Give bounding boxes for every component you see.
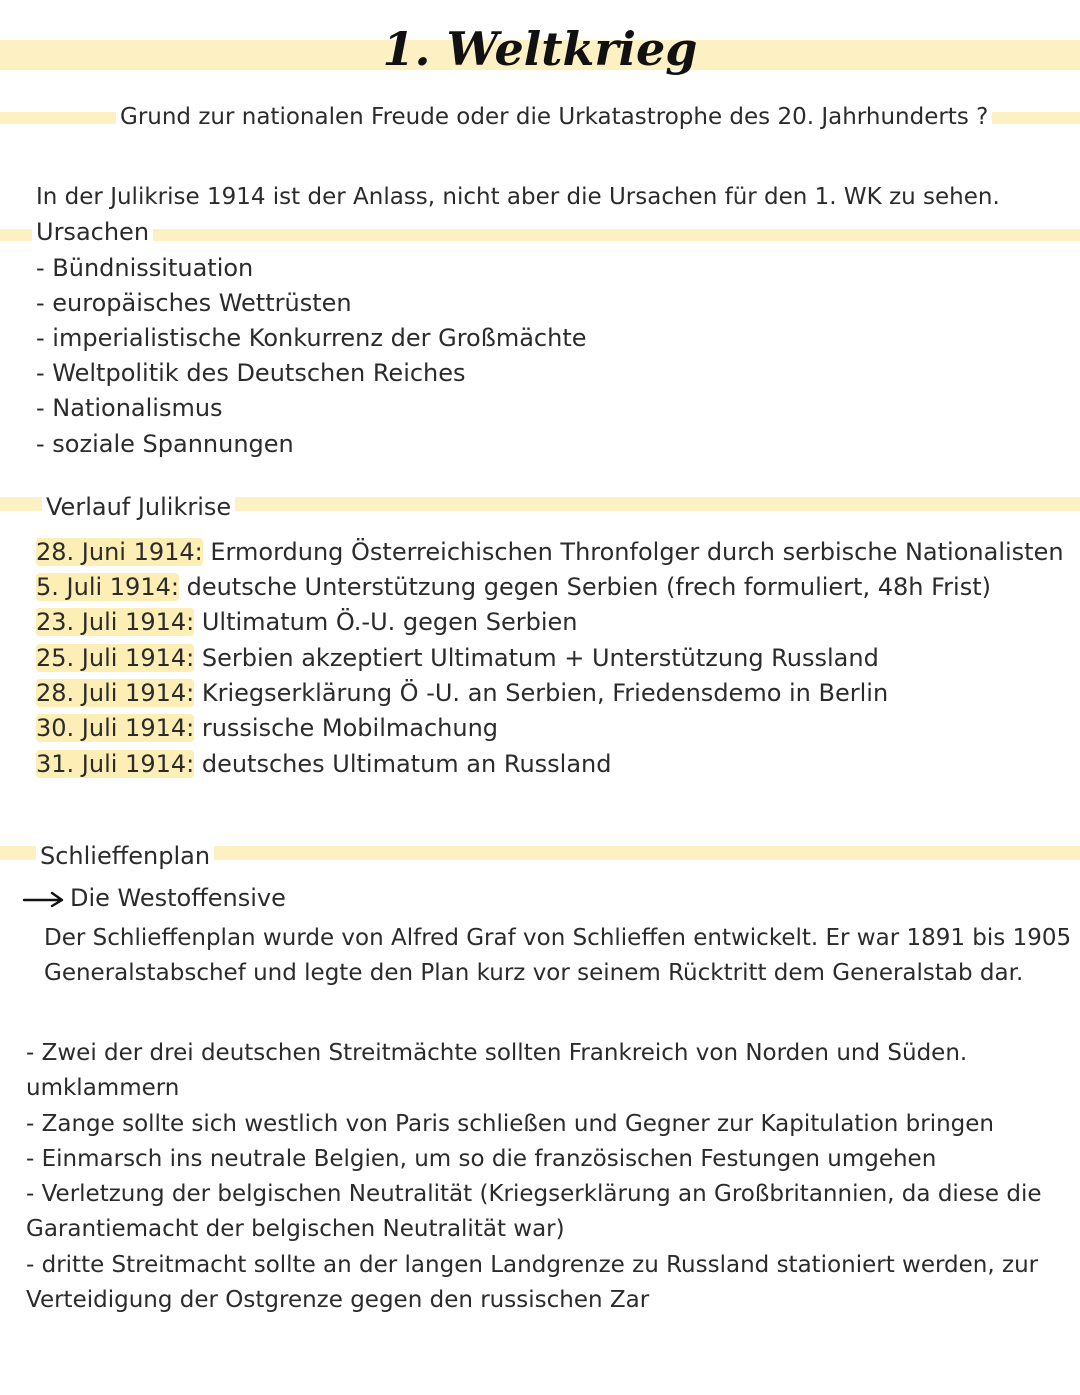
ursachen-heading-text: Ursachen (32, 218, 153, 246)
ursachen-item: - Bündnissituation (36, 254, 254, 282)
ursachen-highlight (0, 229, 1080, 241)
page-title: 1. Weltkrieg (382, 22, 698, 76)
julikrise-event (36, 711, 498, 745)
julikrise-event (36, 747, 612, 781)
schlieffen-line: - Zwei der drei deutschen Streitmächte sollten Frankreich von Norden und Süden. (26, 1040, 968, 1066)
schlieffen-subheading (22, 881, 286, 915)
ursachen-heading (32, 215, 153, 249)
schlieffen-line: - dritte Streitmacht sollte an der langen Landgrenze zu Russland stationiert werden, zur (26, 1252, 1039, 1278)
event-text: deutsches Ultimatum an Russland (194, 750, 612, 778)
julikrise-event (36, 676, 888, 710)
event-date: 30. Juli 1914: (36, 714, 195, 742)
arrow-right-icon (22, 888, 66, 910)
event-text: Ermordung Österreichischen Thronfolger durch serbische Nationalisten (202, 538, 1064, 566)
julikrise-heading-text: Verlauf Julikrise (42, 493, 235, 521)
schlieffen-heading (36, 839, 214, 873)
schlieffen-line: Verteidigung der Ostgrenze gegen den russischen Zar (26, 1287, 650, 1313)
ursachen-item: - imperialistische Konkurrenz der Großmächte (36, 324, 587, 352)
schlieffen-heading-text: Schlieffenplan (36, 842, 214, 870)
event-date: 23. Juli 1914: (36, 608, 195, 636)
ursachen-item: - europäisches Wettrüsten (36, 289, 352, 317)
event-date: 31. Juli 1914: (36, 750, 195, 778)
julikrise-event (36, 605, 578, 639)
page-subtitle (116, 100, 992, 134)
event-date: 28. Juni 1914: (36, 538, 203, 566)
schlieffen-line: - Zange sollte sich westlich von Paris schließen und Gegner zur Kapitulation bringen (26, 1111, 995, 1137)
julikrise-event (36, 535, 1064, 569)
event-date: 28. Juli 1914: (36, 679, 195, 707)
event-text: russische Mobilmachung (194, 714, 499, 742)
schlieffen-line: Garantiemacht der belgischen Neutralität war) (26, 1216, 565, 1242)
subtitle-text: Grund zur nationalen Freude oder die Urkatastrophe des 20. Jahrhunderts ? (116, 104, 992, 130)
event-text: Ultimatum Ö.-U. gegen Serbien (194, 608, 578, 636)
schlieffen-line: - Einmarsch ins neutrale Belgien, um so die französischen Festungen umgehen (26, 1146, 937, 1172)
ursachen-item: - Nationalismus (36, 394, 223, 422)
schlieffen-paragraph: Der Schlieffenplan wurde von Alfred Graf von Schlieffen entwickelt. Er war 1891 bis 1905 (44, 925, 1072, 951)
intro-text: In der Julikrise 1914 ist der Anlass, nicht aber die Ursachen für den 1. WK zu sehen. (36, 184, 1000, 210)
schlieffen-line: umklammern (26, 1075, 180, 1101)
event-text: Kriegserklärung Ö -U. an Serbien, Friedensdemo in Berlin (194, 679, 889, 707)
ursachen-item: - Weltpolitik des Deutschen Reiches (36, 359, 466, 387)
event-date: 25. Juli 1914: (36, 644, 195, 672)
event-date: 5. Juli 1914: (36, 573, 179, 601)
julikrise-heading (42, 490, 235, 524)
event-text: Serbien akzeptiert Ultimatum + Unterstützung Russland (194, 644, 879, 672)
subheading-text: Die Westoffensive (70, 884, 286, 912)
julikrise-event (36, 641, 879, 675)
schlieffen-paragraph: Generalstabschef und legte den Plan kurz vor seinem Rücktritt dem Generalstab dar. (44, 960, 1024, 986)
schlieffen-line: - Verletzung der belgischen Neutralität (Kriegserklärung an Großbritannien, da diese die (26, 1181, 1042, 1207)
ursachen-item: - soziale Spannungen (36, 430, 294, 458)
event-text: deutsche Unterstützung gegen Serbien (frech formuliert, 48h Frist) (178, 573, 991, 601)
julikrise-event (36, 570, 991, 604)
